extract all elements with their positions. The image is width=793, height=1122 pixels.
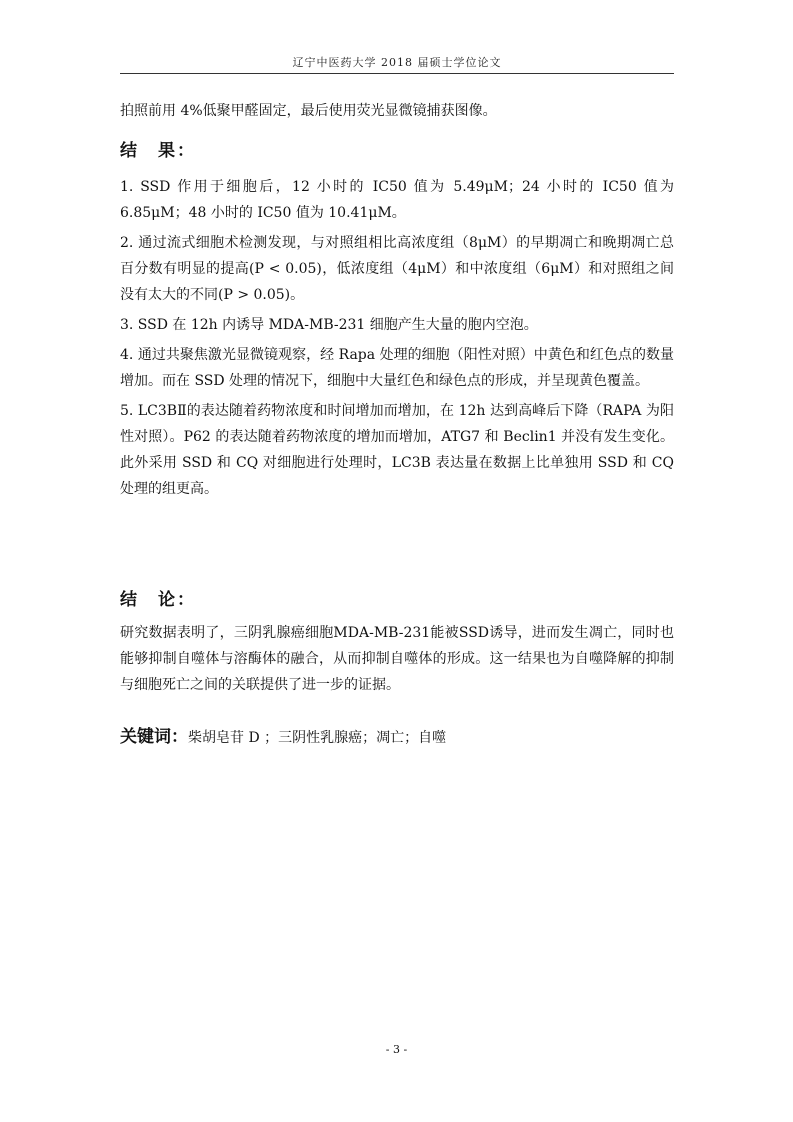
header-divider	[120, 73, 674, 74]
intro-text: 拍照前用 4%低聚甲醛固定，最后使用荧光显微镜捕获图像。	[120, 103, 497, 119]
conclusion-heading: 结 论：	[120, 590, 196, 610]
running-header: 辽宁中医药大学 2018 届硕士学位论文	[292, 56, 502, 69]
keywords-value: 柴胡皂苷 D ；三阴性乳腺癌；凋亡；自噬	[188, 730, 447, 746]
result-item-2: 2. 通过流式细胞术检测发现，与对照组相比高浓度组（8μM）的早期凋亡和晚期凋亡总百分数有明显的提高(P < 0.05)，低浓度组（4μM）和中浓度组（6μM）和对照组之间没有太大的不同(P > 0.05)。	[120, 235, 674, 303]
result-item-3: 3. SSD 在 12h 内诱导 MDA-MB-231 细胞产生大量的胞内空泡。	[120, 317, 538, 333]
results-list	[120, 174, 674, 502]
result-item-1: 1. SSD 作用于细胞后，12 小时的 IC50 值为 5.49μM；24 小时的 IC50 值为 6.85μM；48 小时的 IC50 值为 10.41μM。	[120, 179, 674, 221]
conclusion-paragraph	[120, 620, 674, 698]
intro-paragraph	[120, 98, 674, 124]
keywords-label: 关键词：	[120, 727, 188, 747]
results-heading: 结 果：	[120, 141, 196, 161]
result-item-5: 5. LC3BⅡ的表达随着药物浓度和时间增加而增加，在 12h 达到高峰后下降（RAPA 为阳性对照）。P62 的表达随着药物浓度的增加而增加，ATG7 和 Beclin1 并没有发生变化。此外采用 SSD 和 CQ 对细胞进行处理时，LC3B 表达量在数据上比单独用 SSD 和 CQ 处理的组更高。	[120, 403, 674, 497]
conclusion-text: 研究数据表明了，三阴乳腺癌细胞MDA-MB-231能被SSD诱导，进而发生凋亡，同时也能够抑制自噬体与溶酶体的融合，从而抑制自噬体的形成。这一结果也为自噬降解的抑制与细胞死亡之间的关联提供了进一步的证据。	[120, 625, 674, 693]
page-number: - 3 -	[385, 1043, 408, 1056]
result-item-4: 4. 通过共聚焦激光显微镜观察，经 Rapa 处理的细胞（阳性对照）中黄色和红色点的数量增加。而在 SSD 处理的情况下，细胞中大量红色和绿色点的形成，并呈现黄色覆盖。	[120, 347, 674, 389]
keywords-line	[120, 722, 446, 747]
